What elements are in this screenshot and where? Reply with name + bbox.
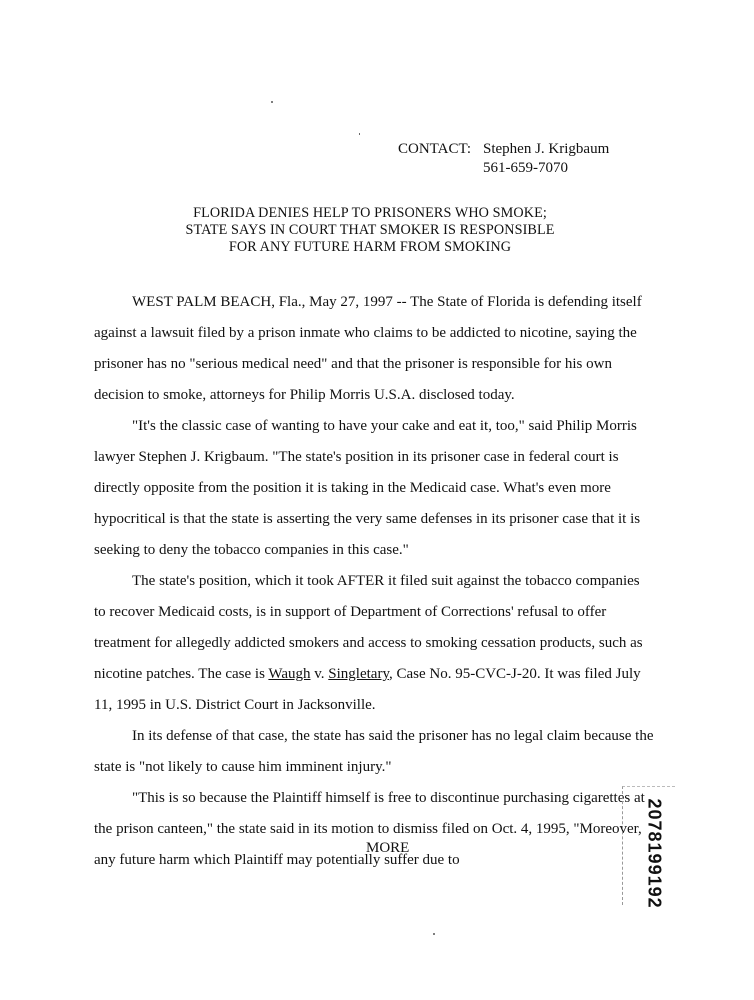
paragraph-1: WEST PALM BEACH, Fla., May 27, 1997 -- The State of Florida is defending itself against a lawsuit filed by a prison inmate who claims to be addicted to nicotine, saying the prisoner has no "serious medical need" and that the prisoner is responsible for his own decision to smoke, attorneys for Philip Morris U.S.A. disclosed today. — [94, 294, 642, 403]
case-versus: v. — [310, 666, 329, 682]
headline — [90, 205, 650, 256]
case-name-waugh: Waugh — [268, 666, 311, 682]
paragraph-2: "It's the classic case of wanting to have your cake and eat it, too," said Philip Morris lawyer Stephen J. Krigbaum. "The state's position in its prisoner case in federal court is directly opposite from the position it is taking in the Medicaid case. What's even more hypocritical is that the state is asserting the very same defenses in its prisoner case that it is seeking to deny the tobacco companies in this case." — [94, 418, 641, 558]
paragraph-3-text-b: , Case No. 95-CVC-J-20. It was filed July 11, 1995 in U.S. District Court in Jacksonville. — [94, 666, 641, 713]
scan-speck — [359, 133, 360, 135]
scan-speck — [433, 933, 435, 935]
case-name-singletary: Singletary — [328, 666, 389, 682]
contact-label: CONTACT: — [398, 141, 472, 157]
contact-phone: 561-659-7070 — [483, 160, 568, 176]
paragraph-5: "This is so because the Plaintiff himself is free to discontinue purchasing cigarettes at the prison canteen," the state said in its motion to dismiss filed on Oct. 4, 1995, "Moreover, any future harm which Plaintiff may potentially suffer due to — [94, 790, 645, 868]
paragraph-4: In its defense of that case, the state has said the prisoner has no legal claim because the state is "not likely to cause him imminent injury." — [94, 728, 654, 775]
paragraph-3 — [94, 566, 654, 721]
contact-name: Stephen J. Krigbaum — [483, 141, 610, 157]
headline-line-3: FOR ANY FUTURE HARM FROM SMOKING — [228, 239, 512, 255]
contact-block — [398, 140, 609, 178]
scan-speck — [271, 101, 273, 103]
headline-line-1: FLORIDA DENIES HELP TO PRISONERS WHO SMOKE; — [193, 205, 547, 221]
paragraph-3-text-a: The state's position, which it took AFTER it filed suit against the tobacco companies to recover Medicaid costs, is in support of Department of Corrections' refusal to offer treatment for allegedly addicted smokers and access to smoking cessation products, such as nicotine patches. The case is — [94, 573, 643, 682]
headline-line-2: STATE SAYS IN COURT THAT SMOKER IS RESPONSIBLE — [185, 222, 555, 238]
body-text — [94, 287, 654, 876]
more-marker: MORE — [366, 840, 410, 856]
bates-number: 2078199192 — [644, 798, 665, 909]
